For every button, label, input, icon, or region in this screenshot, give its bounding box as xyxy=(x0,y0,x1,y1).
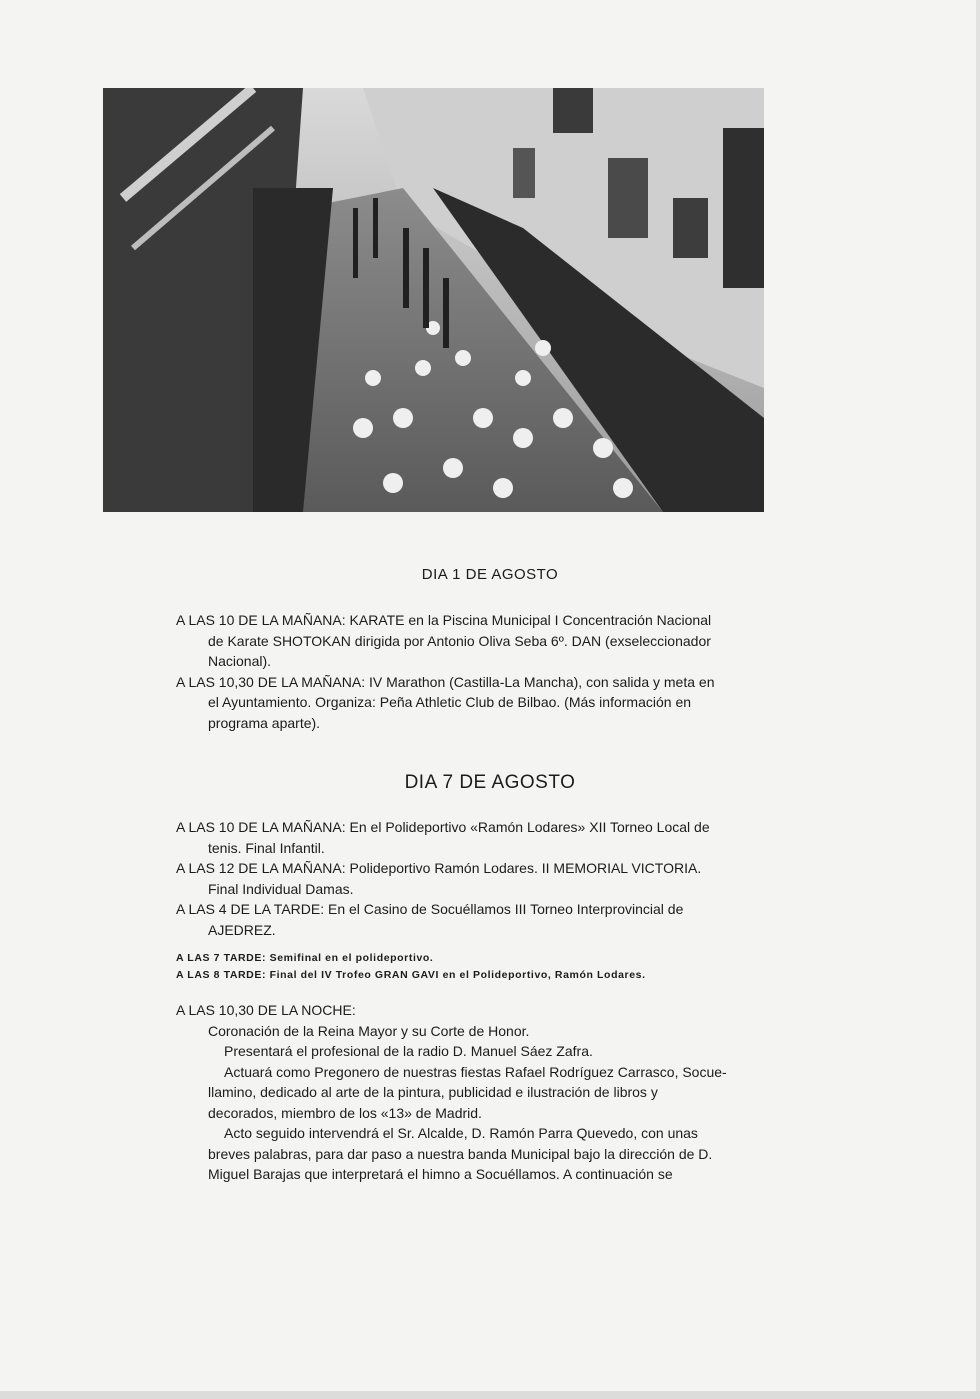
night-line: llamino, dedicado al arte de la pintura, publicidad e ilustración de libros y xyxy=(208,1084,658,1100)
night-p4 xyxy=(176,1123,866,1144)
day7-small-notes xyxy=(176,950,866,984)
parade-photo xyxy=(103,88,764,512)
entry-line: programa aparte). xyxy=(208,714,321,731)
day1-entry-marathon xyxy=(176,672,866,734)
night-line: Acto seguido intervendrá el Sr. Alcalde, D. Ramón Parra Quevedo, con unas xyxy=(224,1125,698,1141)
day7-entry-memorial xyxy=(176,858,866,899)
day7-entry-tenis xyxy=(176,817,866,858)
night-p3 xyxy=(176,1062,866,1083)
entry-line: Nacional). xyxy=(208,653,272,669)
day1-schedule xyxy=(176,610,866,733)
day7-schedule xyxy=(176,817,866,940)
entry-line: A LAS 10 DE LA MAÑANA: KARATE en la Piscina Municipal I Concentración Nacional xyxy=(176,612,712,628)
entry-line: tenis. Final Infantil. xyxy=(208,839,325,856)
day7-night xyxy=(176,1000,866,1185)
day7-heading: DIA 7 DE AGOSTO xyxy=(404,772,576,793)
entry-line: Final Individual Damas. xyxy=(208,880,354,897)
night-lead: A LAS 10,30 DE LA NOCHE: xyxy=(176,1002,356,1018)
day1-entry-karate xyxy=(176,610,866,672)
parade-photo-icon xyxy=(103,88,764,512)
entry-line: A LAS 10 DE LA MAÑANA: En el Polideportivo «Ramón Lodares» XII Torneo Local de xyxy=(176,819,710,835)
entry-line: A LAS 10,30 DE LA MAÑANA: IV Marathon (Castilla-La Mancha), con salida y meta en xyxy=(176,673,715,690)
night-line: decorados, miembro de los «13» de Madrid. xyxy=(208,1104,482,1121)
page-edge xyxy=(976,0,980,1399)
night-line: Miguel Barajas que interpretará el himno a Socuéllamos. A continuación se xyxy=(208,1166,673,1182)
night-line: Actuará como Pregonero de nuestras fiestas Rafael Rodríguez Carrasco, Socue- xyxy=(224,1063,727,1080)
page-bottom-edge xyxy=(0,1391,980,1399)
day1-heading: DIA 1 DE AGOSTO xyxy=(421,566,559,583)
day7-entry-ajedrez xyxy=(176,899,866,940)
night-p2: Presentará el profesional de la radio D. Manuel Sáez Zafra. xyxy=(224,1043,593,1059)
entry-line: AJEDREZ. xyxy=(208,921,276,938)
entry-line: el Ayuntamiento. Organiza: Peña Athletic Club de Bilbao. (Más información en xyxy=(208,694,692,710)
entry-line: de Karate SHOTOKAN dirigida por Antonio Oliva Seba 6º. DAN (exseleccionador xyxy=(208,632,711,649)
entry-line: A LAS 12 DE LA MAÑANA: Polideportivo Ramón Lodares. II MEMORIAL VICTORIA. xyxy=(176,860,702,876)
note-semifinal: A LAS 7 TARDE: Semifinal en el polideportivo. xyxy=(176,952,434,964)
note-final-gran-gavi: A LAS 8 TARDE: Final del IV Trofeo GRAN GAVI en el Polideportivo, Ramón Lodares. xyxy=(176,969,646,981)
night-line: breves palabras, para dar paso a nuestra banda Municipal bajo la dirección de D. xyxy=(208,1145,713,1162)
night-p1: Coronación de la Reina Mayor y su Corte de Honor. xyxy=(208,1022,530,1039)
entry-line: A LAS 4 DE LA TARDE: En el Casino de Socuéllamos III Torneo Interprovincial de xyxy=(176,901,684,917)
